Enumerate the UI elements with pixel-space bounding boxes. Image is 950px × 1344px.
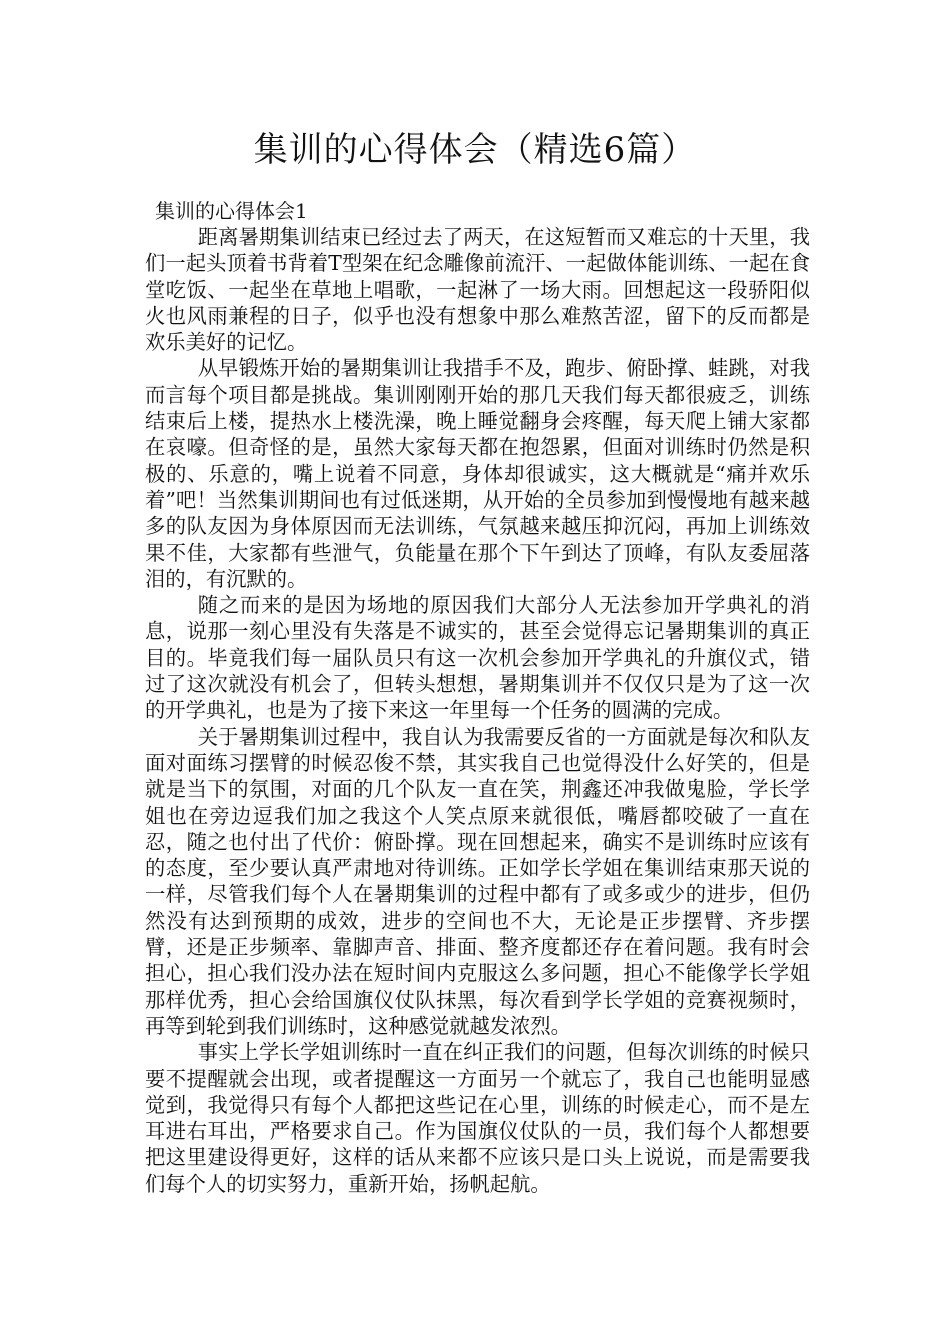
paragraph-3: 随之而来的是因为场地的原因我们大部分人无法参加开学典礼的消息，说那一刻心里没有失落是不诚实的，甚至会觉得忘记暑期集训的真正目的。毕竟我们每一届队员只有这一次机会参加开学典礼的升旗仪式，错过了这次就没有机会了，但转头想想，暑期集训并不仅仅只是为了这一次的开学典礼，也是为了接下来这一年里每一个任务的圆满的完成。 bbox=[145, 593, 810, 723]
document-title: 集训的心得体会（精选6篇） bbox=[253, 130, 697, 170]
paragraph-5: 事实上学长学姐训练时一直在纠正我们的问题，但每次训练的时候只要不提醒就会出现，或者提醒这一方面另一个就忘了，我自己也能明显感觉到，我觉得只有每个人都把这些记在心里，训练的时候走心，而不是左耳进右耳出，严格要求自己。作为国旗仪仗队的一员，我们每个人都想要把这里建设得更好，这样的话从来都不应该只是口头上说说，而是需要我们每个人的切实努力，重新开始，扬帆起航。 bbox=[145, 1040, 810, 1196]
paragraph-4: 关于暑期集训过程中，我自认为我需要反省的一方面就是每次和队友面对面练习摆臂的时候忍俊不禁，其实我自己也觉得没什么好笑的，但是就是当下的氛围，对面的几个队友一直在笑，荆鑫还冲我做鬼脸，学长学姐也在旁边逗我们加之我这个人笑点原来就很低，嘴唇都咬破了一直在忍，随之也付出了代价：俯卧撑。现在回想起来，确实不是训练时应该有的态度，至少要认真严肃地对待训练。正如学长学姐在集训结束那天说的一样，尽管我们每个人在暑期集训的过程中都有了或多或少的进步，但仍然没有达到预期的成效，进步的空间也不大，无论是正步摆臂、齐步摆臂，还是正步频率、靠脚声音、排面、整齐度都还存在着问题。我有时会担心，担心我们没办法在短时间内克服这么多问题，担心不能像学长学姐那样优秀，担心会给国旗仪仗队抹黑，每次看到学长学姐的竞赛视频时，再等到轮到我们训练时，这种感觉就越发浓烈。 bbox=[145, 724, 810, 1038]
paragraph-2: 从早锻炼开始的暑期集训让我措手不及，跑步、俯卧撑、蛙跳，对我而言每个项目都是挑战。集训刚刚开始的那几天我们每天都很疲乏，训练结束后上楼，提热水上楼洗澡，晚上睡觉翻身会疼醒，每天爬上铺大家都在哀嚎。但奇怪的是，虽然大家每天都在抱怨累，但面对训练时仍然是积极的、乐意的，嘴上说着不同意，身体却很诚实，这大概就是“痛并欢乐着”吧！当然集训期间也有过低迷期，从开始的全员参加到慢慢地有越来越多的队友因为身体原因而无法训练，气氛越来越压抑沉闷，再加上训练效果不佳，大家都有些泄气，负能量在那个下午到达了顶峰，有队友委屈落泪的，有沉默的。 bbox=[145, 356, 810, 591]
paragraph-1: 距离暑期集训结束已经过去了两天，在这短暂而又难忘的十天里，我们一起头顶着书背着T型架在纪念雕像前流汗、一起做体能训练、一起在食堂吃饭、一起坐在草地上唱歌，一起淋了一场大雨。回想起这一段骄阳似火也风雨兼程的日子，似乎也没有想象中那么难熬苦涩，留下的反而都是欢乐美好的记忆。 bbox=[145, 225, 810, 355]
document-body bbox=[145, 198, 810, 1197]
section-heading: 集训的心得体会1 bbox=[155, 199, 308, 223]
